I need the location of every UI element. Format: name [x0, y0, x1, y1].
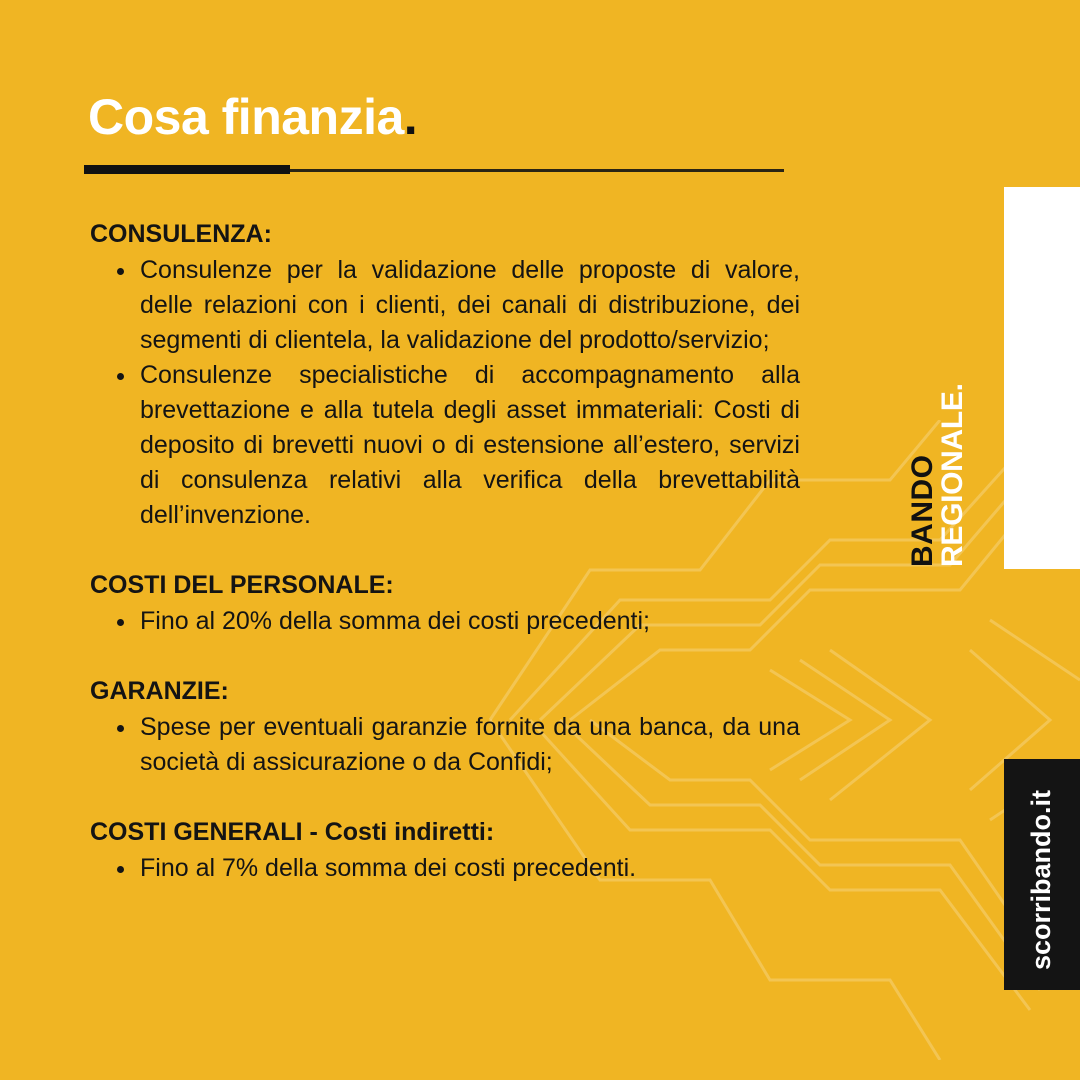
section-heading: GARANZIE: — [90, 677, 229, 705]
section-heading: COSTI GENERALI - Costi indiretti: — [90, 818, 495, 846]
list-item: Fino al 7% della somma dei costi precedenti. — [140, 851, 800, 886]
title-dot: . — [403, 89, 418, 145]
bullet-list — [90, 851, 800, 886]
list-item: Spese per eventuali garanzie fornite da una banca, da una società di assicurazione o da Confidi; — [140, 710, 800, 780]
bullet-list — [90, 604, 800, 639]
side-label-line2: REGIONALE. — [936, 383, 969, 567]
side-label — [908, 383, 968, 567]
list-item: Consulenze per la validazione delle proposte di valore, delle relazioni con i clienti, dei canali di distribuzione, dei segmenti di clientela, la validazione del prodotto/servizio; — [140, 253, 800, 358]
content — [90, 215, 800, 919]
section-costi-generali — [90, 813, 800, 886]
title-text: Cosa finanzia — [88, 89, 404, 145]
section-costi-personale — [90, 566, 800, 639]
side-tab-white — [1004, 187, 1080, 569]
side-label-line1: BANDO — [906, 454, 939, 567]
bullet-list — [90, 710, 800, 780]
list-item: Fino al 20% della somma dei costi precedenti; — [140, 604, 800, 639]
bullet-list — [90, 253, 800, 533]
section-garanzie — [90, 672, 800, 780]
page-title — [88, 88, 417, 146]
site-url[interactable]: scorribando.it — [1026, 789, 1056, 970]
list-item: Consulenze specialistiche di accompagnamento alla brevettazione e alla tutela degli asset immateriali: Costi di deposito di brevetti nuovi o di estensione all’estero, servizi di consulenza relativi alla verifica della brevettabilità dell’invenzione. — [140, 358, 800, 533]
section-consulenza — [90, 215, 800, 533]
title-underline-accent — [84, 165, 290, 174]
section-heading: CONSULENZA: — [90, 220, 272, 248]
section-heading: COSTI DEL PERSONALE: — [90, 571, 394, 599]
